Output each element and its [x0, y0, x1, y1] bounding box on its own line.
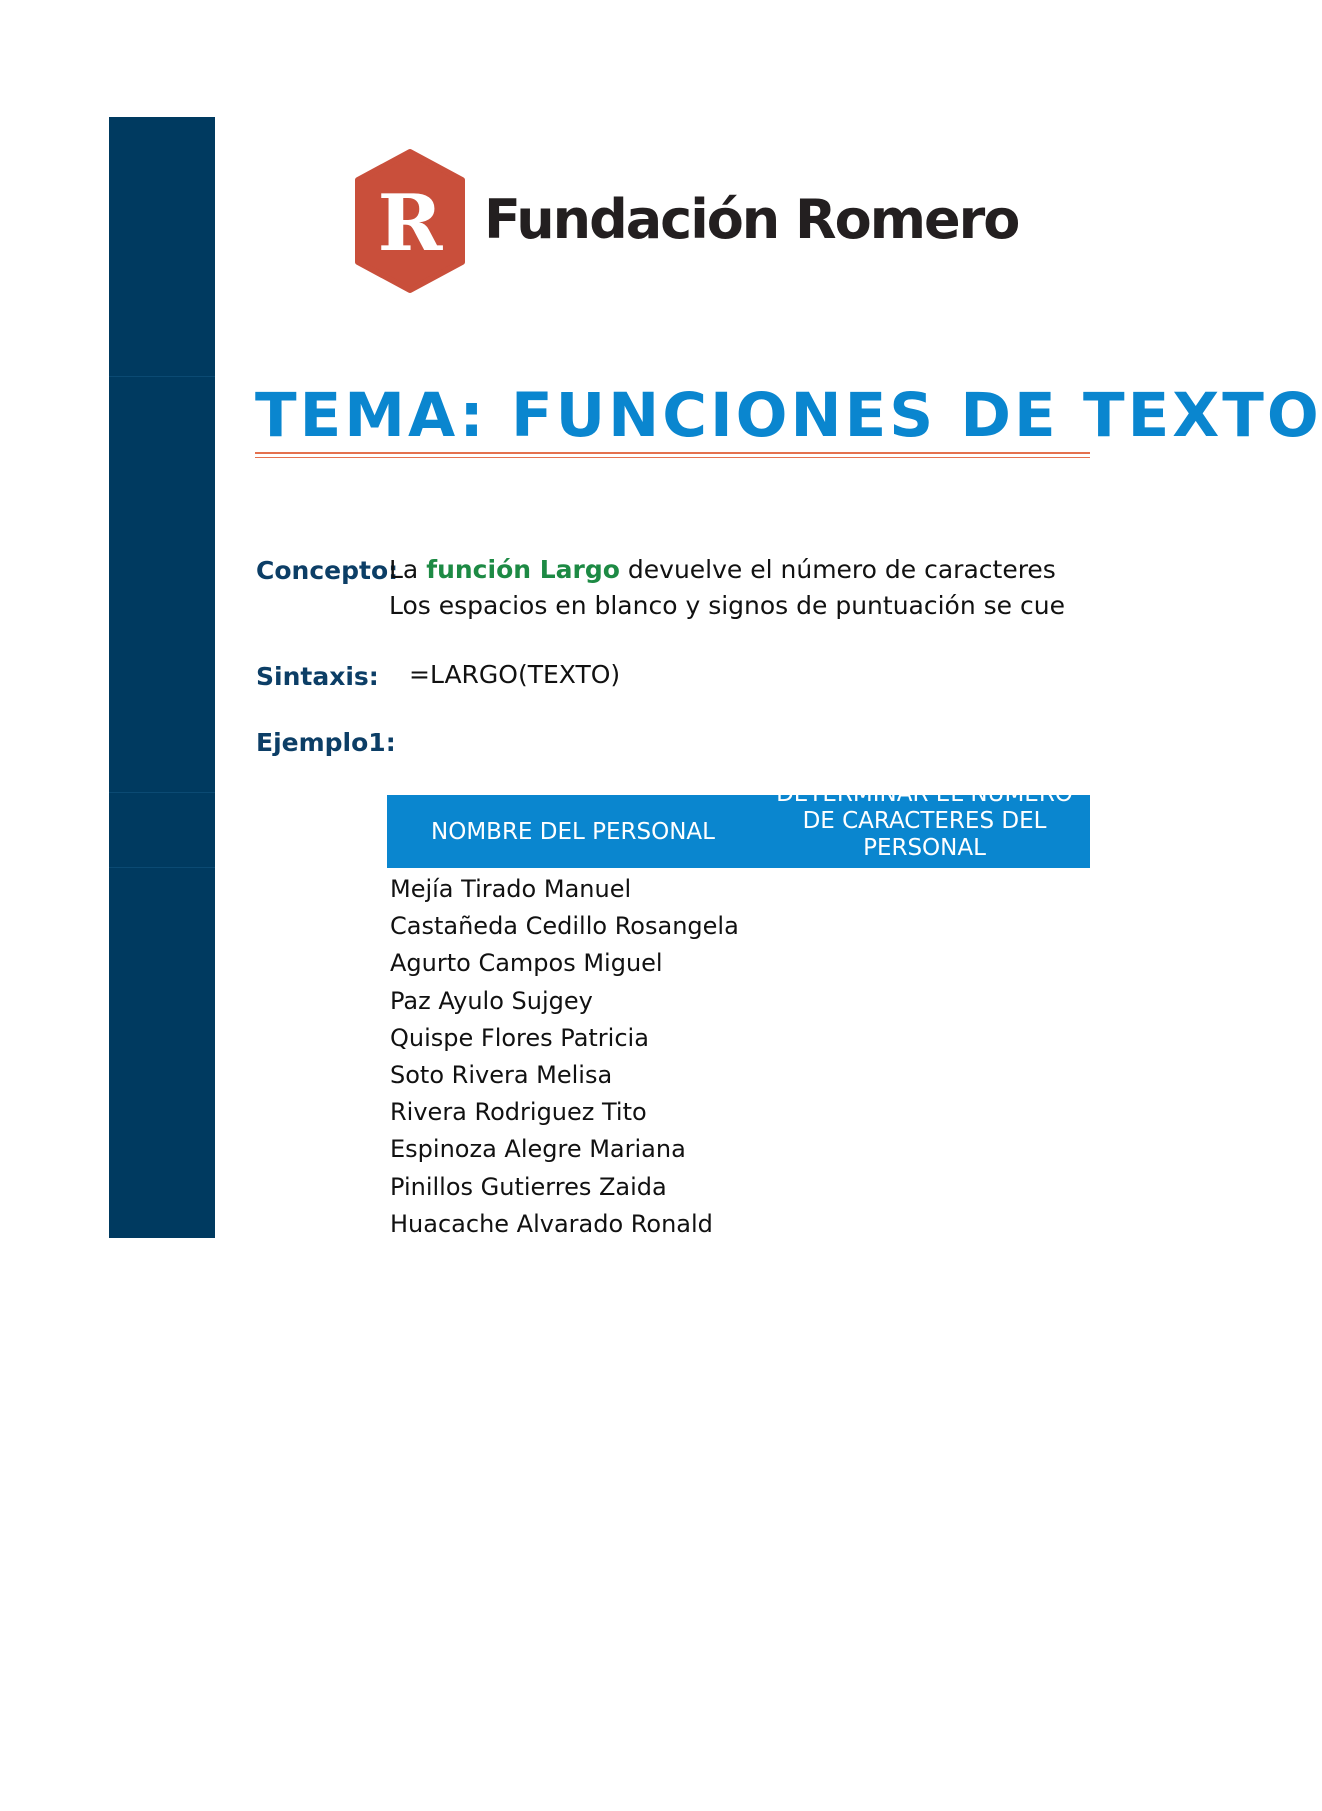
fundacion-romero-logo — [354, 150, 1019, 295]
sidebar-band — [109, 117, 215, 1238]
header-caracteres-line: DETERMINAR EL NÚMERO — [776, 781, 1073, 807]
table-row: Pinillos Gutierres Zaida — [390, 1172, 667, 1201]
logo-name: Fundación Romero — [484, 188, 1019, 251]
table-row: Mejía Tirado Manuel — [390, 875, 632, 903]
table-row: Rivera Rodriguez Tito — [390, 1098, 647, 1127]
table-row: Espinoza Alegre Mariana — [390, 1135, 686, 1164]
concepto-line-2: Los espacios en blanco y signos de puntuación se cue — [389, 591, 1065, 620]
header-caracteres — [759, 781, 1090, 868]
logo-hexagon-icon — [354, 150, 466, 292]
table-header — [387, 781, 1090, 868]
concepto-line1-pre: La — [389, 555, 427, 584]
table-row: Huacache Alvarado Ronald — [390, 1209, 713, 1238]
logo-initial: R — [377, 178, 443, 269]
sintaxis-value: =LARGO(TEXTO) — [409, 660, 621, 689]
table-row: Paz Ayulo Sujgey — [390, 986, 593, 1015]
title-underline — [255, 452, 1090, 454]
ejemplo-label: Ejemplo1: — [256, 728, 396, 757]
sintaxis-label: Sintaxis: — [256, 662, 379, 691]
concepto-highlight: función Largo — [426, 555, 620, 584]
sidebar-divider — [109, 376, 215, 377]
concepto-line-1 — [389, 555, 1090, 584]
table-row: Agurto Campos Miguel — [390, 949, 663, 978]
header-nombre: NOMBRE DEL PERSONAL — [431, 818, 715, 845]
sidebar-divider — [109, 867, 215, 868]
concepto-label-wrap — [256, 556, 399, 590]
page-title: TEMA: FUNCIONES DE TEXTO — [255, 380, 1322, 451]
table-row: Castañeda Cedillo Rosangela — [390, 912, 739, 941]
personal-list — [390, 871, 739, 1243]
concepto-label: Concepto: — [256, 556, 399, 585]
sidebar-divider — [109, 792, 215, 793]
header-caracteres-line: PERSONAL — [863, 835, 986, 861]
table-row: Quispe Flores Patricia — [390, 1023, 649, 1052]
title-underline-thin — [255, 457, 1090, 458]
page-title-wrap — [255, 380, 1322, 460]
header-caracteres-line: DE CARACTERES DEL — [802, 808, 1047, 834]
table-row: Soto Rivera Melisa — [390, 1060, 613, 1089]
concepto-line1-post: devuelve el número de caracteres — [619, 555, 1056, 584]
